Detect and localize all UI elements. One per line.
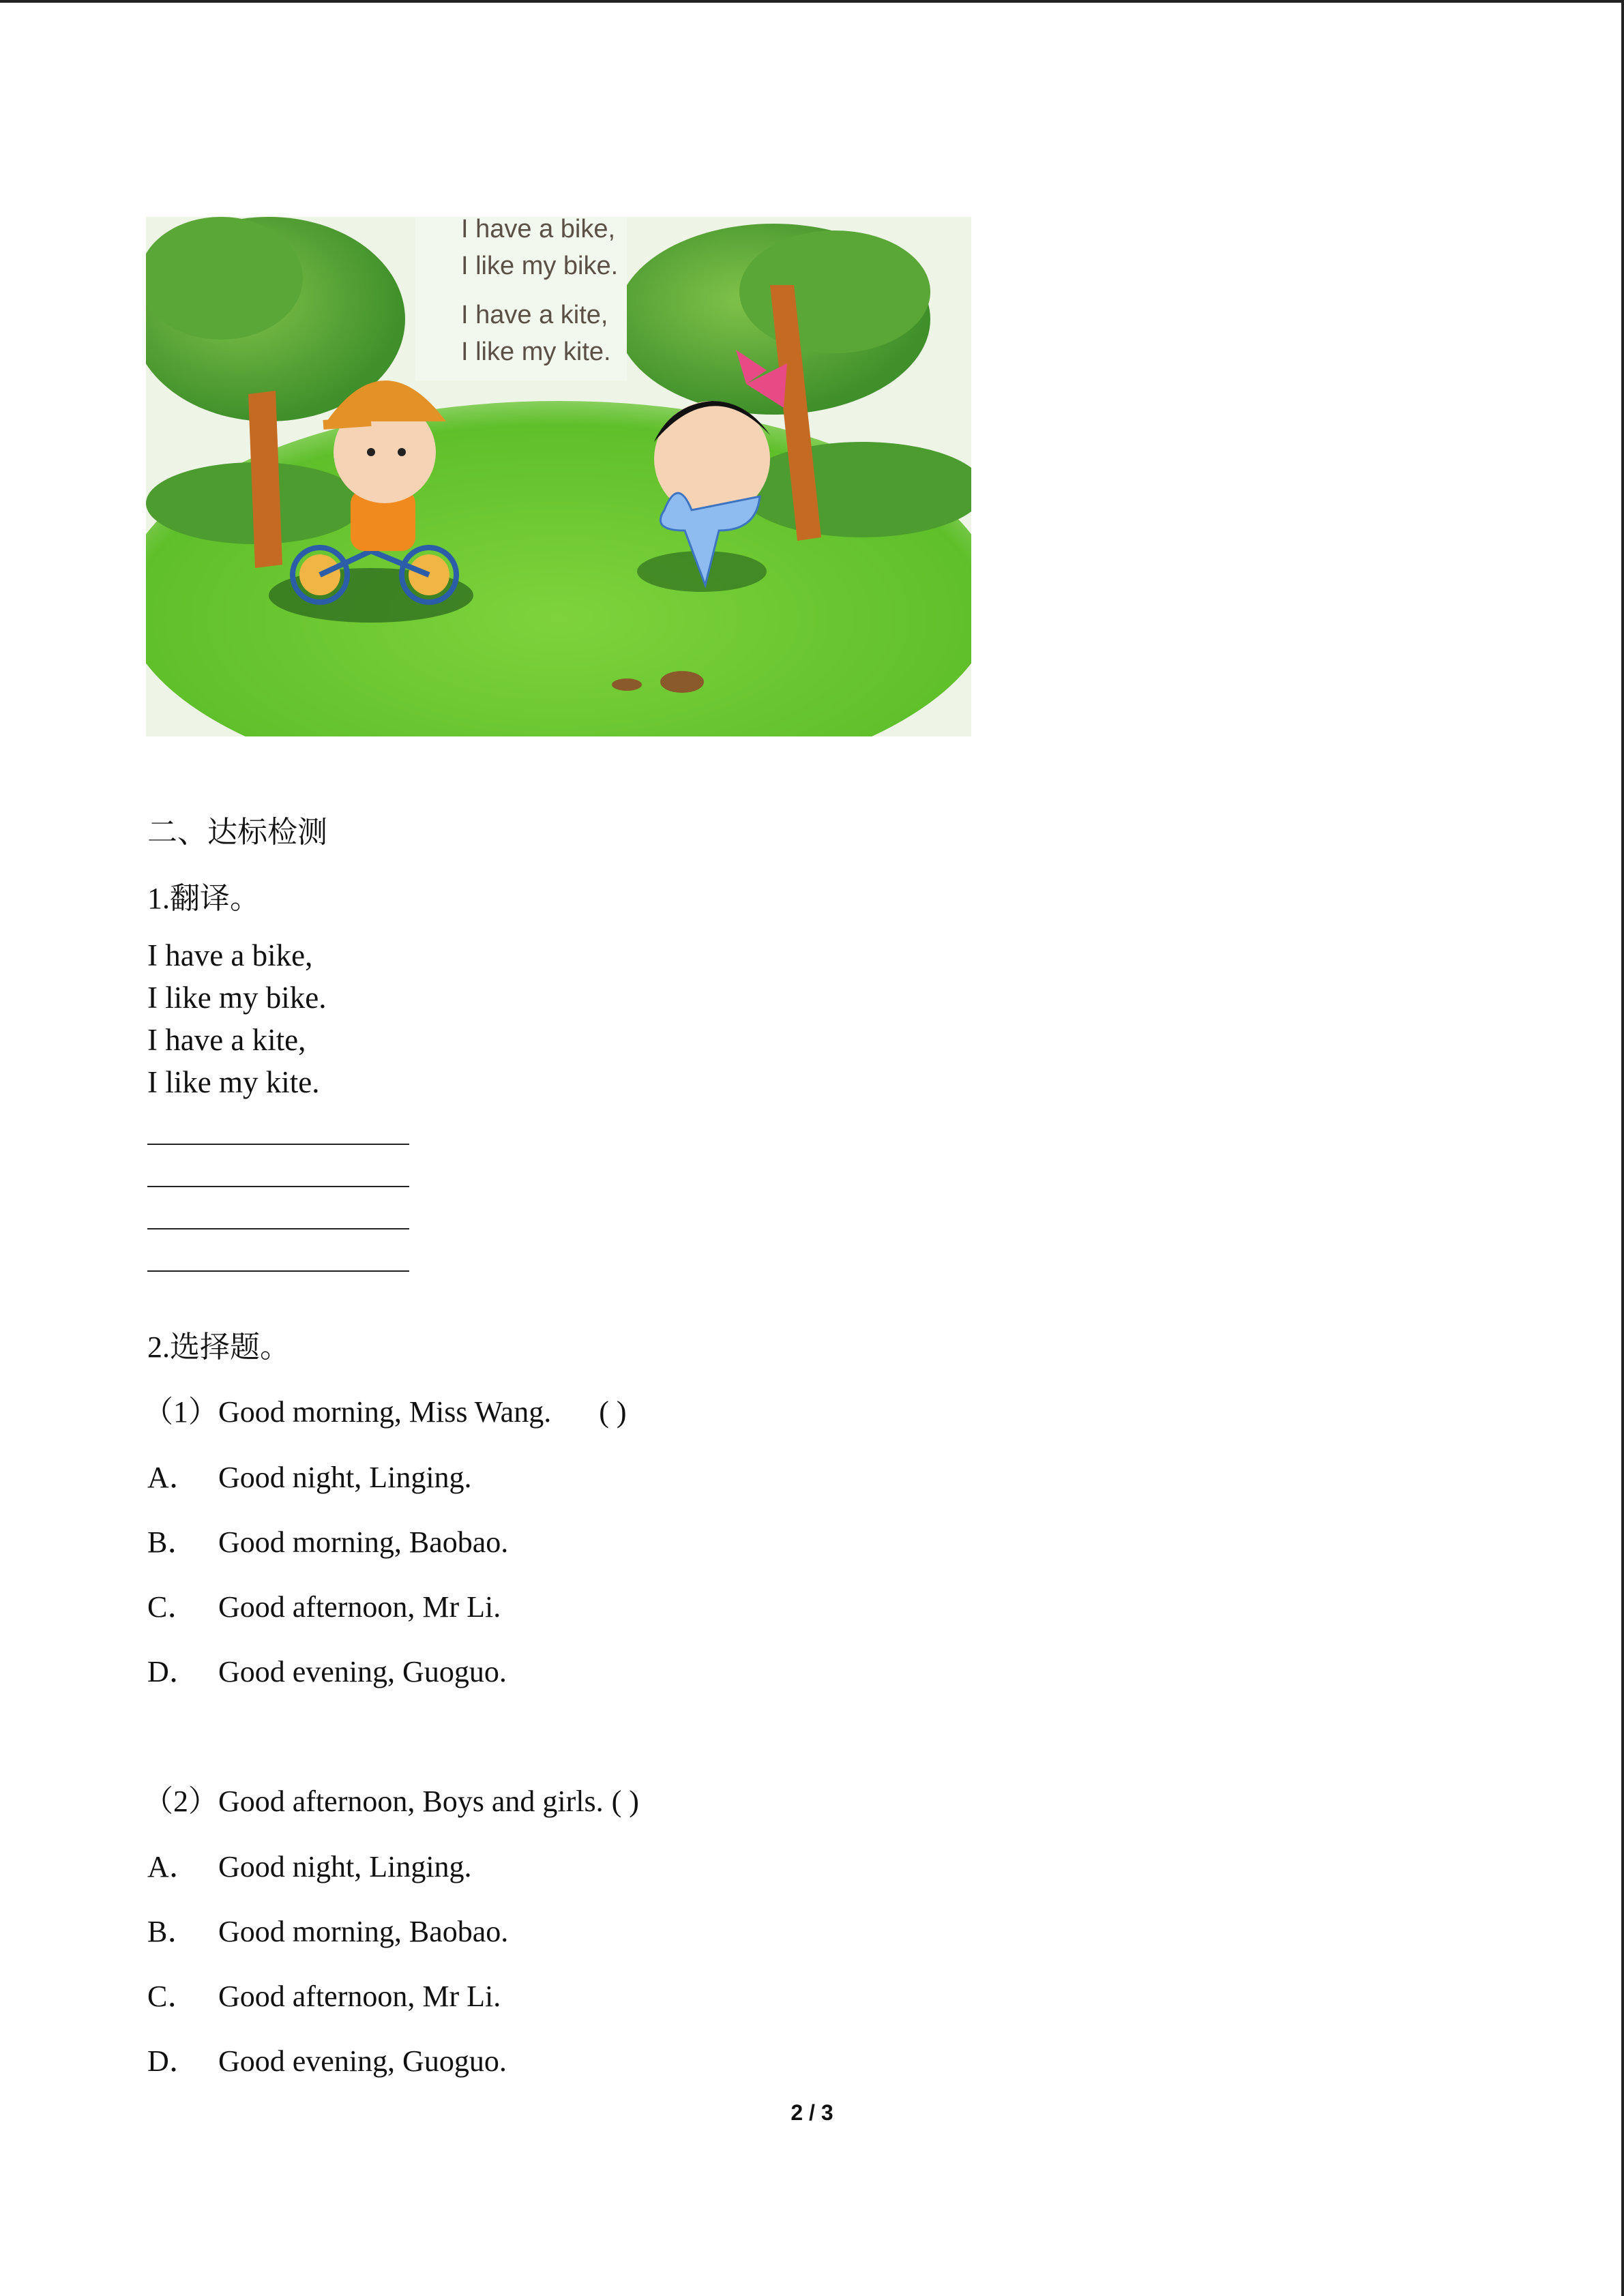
page-number: 2 / 3 — [791, 2100, 833, 2125]
mc-question-2-answer-paren[interactable]: ( ) — [611, 1785, 639, 1818]
mc-question-1-answer-paren[interactable]: ( ) — [599, 1395, 627, 1429]
option-letter: C． — [147, 1980, 198, 2013]
caption-line-4: I like my kite. — [461, 338, 611, 366]
caption-line-3: I have a kite, — [461, 301, 608, 329]
option-letter: D． — [147, 1655, 199, 1688]
option-text: Good evening, Guoguo. — [218, 2044, 507, 2078]
mc-question-1-option-d[interactable] — [147, 1651, 507, 1693]
answer-blank-3[interactable] — [147, 1228, 409, 1229]
option-letter: A． — [147, 1850, 199, 1883]
translation-line-1: I have a bike, — [147, 938, 313, 972]
answer-blank-2[interactable] — [147, 1186, 409, 1187]
page-top-border — [0, 0, 1624, 3]
option-letter: B． — [147, 1915, 198, 1948]
translation-line-3: I have a kite, — [147, 1023, 306, 1057]
question-1-title: 1.翻译。 — [147, 882, 260, 915]
mc-question-2-number: （2） — [143, 1785, 218, 1818]
mc-question-2-text: Good afternoon, Boys and girls. — [218, 1785, 604, 1818]
answer-blank-1[interactable] — [147, 1144, 409, 1145]
option-text: Good night, Linging. — [218, 1461, 472, 1494]
option-text: Good afternoon, Mr Li. — [218, 1590, 501, 1624]
mc-question-1 — [143, 1391, 627, 1433]
mc-question-1-text: Good morning, Miss Wang. — [218, 1395, 552, 1429]
option-letter: B． — [147, 1525, 198, 1559]
illustration-boy-bike-girl-kite — [146, 217, 971, 736]
mc-question-1-option-a[interactable] — [147, 1457, 472, 1499]
option-text: Good morning, Baobao. — [218, 1525, 509, 1559]
translation-line-2: I like my bike. — [147, 981, 327, 1015]
caption-line-1: I have a bike, — [461, 217, 616, 243]
option-text: Good afternoon, Mr Li. — [218, 1980, 501, 2013]
mc-question-2 — [143, 1780, 639, 1823]
option-text: Good evening, Guoguo. — [218, 1655, 507, 1688]
option-letter: D． — [147, 2044, 199, 2078]
option-text: Good night, Linging. — [218, 1850, 472, 1883]
caption-line-2: I like my bike. — [461, 252, 619, 280]
answer-blank-4[interactable] — [147, 1270, 409, 1272]
translation-line-4: I like my kite. — [147, 1065, 320, 1099]
option-text: Good morning, Baobao. — [218, 1915, 509, 1948]
page-right-border — [1621, 0, 1624, 2296]
mc-question-2-option-c[interactable] — [147, 1976, 501, 2018]
mc-question-1-option-b[interactable] — [147, 1521, 508, 1564]
option-letter: C． — [147, 1590, 198, 1624]
mc-question-2-option-b[interactable] — [147, 1911, 508, 1953]
mc-question-2-option-a[interactable] — [147, 1846, 472, 1888]
mc-question-1-option-c[interactable] — [147, 1586, 501, 1628]
mc-question-2-option-d[interactable] — [147, 2040, 507, 2083]
question-2-title: 2.选择题。 — [147, 1330, 290, 1364]
section-title: 二、达标检测 — [147, 816, 327, 849]
option-letter: A． — [147, 1461, 199, 1494]
mc-question-1-number: （1） — [143, 1395, 218, 1429]
